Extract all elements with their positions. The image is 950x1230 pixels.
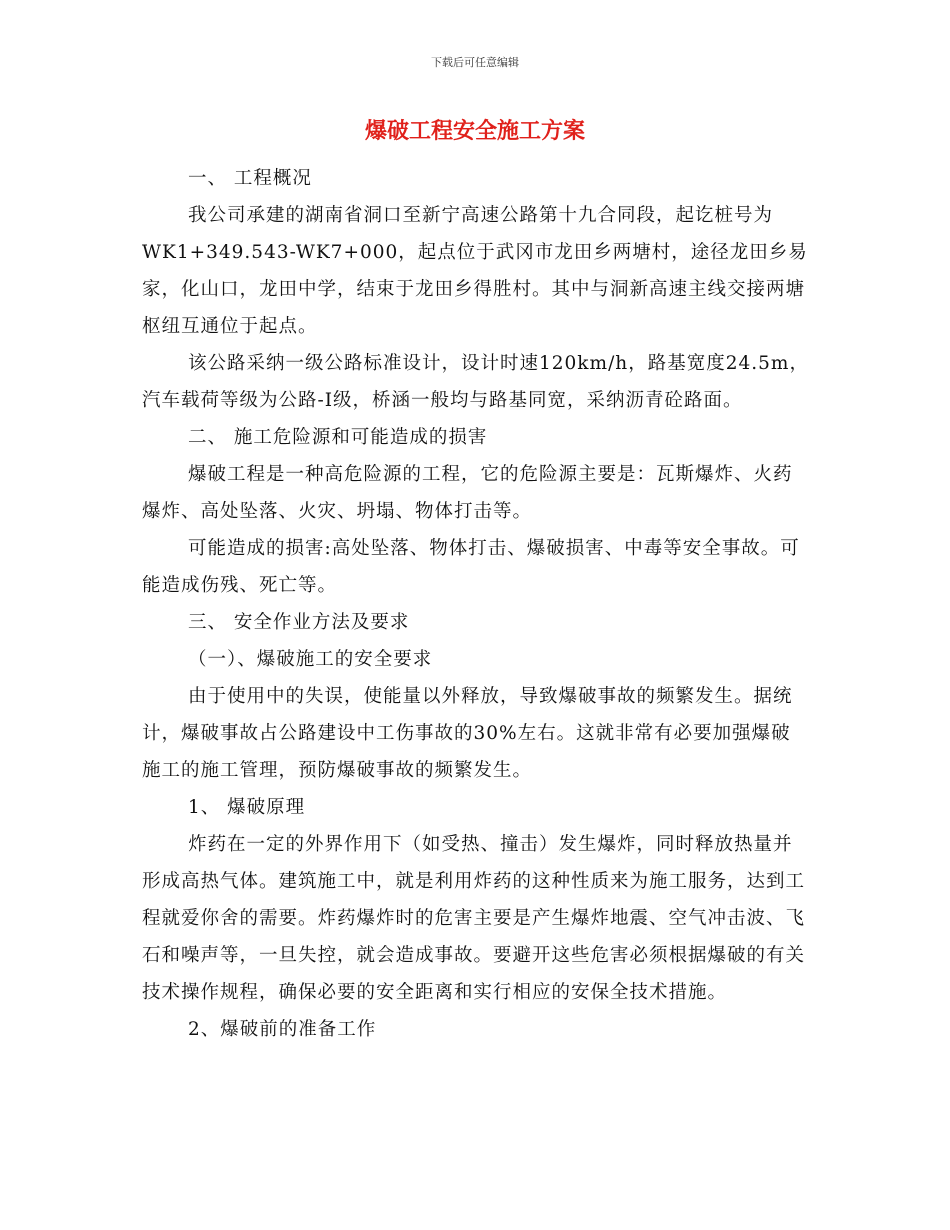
section-heading-hazards: 二、 施工危险源和可能造成的损害	[188, 427, 488, 448]
paragraph-accident-statistics: 由于使用中的失误，使能量以外释放，导致爆破事故的频繁发生。据统计，爆破事故占公路建设中工伤事故的30%左右。这就非常有必要加强爆破施工的施工管理，预防爆破事故的频繁发生。	[142, 686, 793, 781]
paragraph-project-scope: 我公司承建的湖南省洞口至新宁高速公路第十九合同段，起讫桩号为WK1+349.543-WK7+000，起点位于武冈市龙田乡两塘村，途径龙田乡易家，化山口，龙田中学，结束于龙田乡得胜村。其中与洞新高速主线交接两塘枢纽互通位于起点。	[142, 205, 808, 337]
section-heading-overview: 一、 工程概况	[188, 168, 312, 189]
header-note: 下载后可任意编辑	[431, 56, 519, 69]
paragraph-hazard-sources: 爆破工程是一种高危险源的工程，它的危险源主要是：瓦斯爆炸、火药爆炸、高处坠落、火灾、坍塌、物体打击等。	[142, 464, 793, 522]
subsection-heading-blasting-safety: （一）、爆破施工的安全要求	[188, 649, 433, 670]
paragraph-blasting-principle: 炸药在一定的外界作用下（如受热、撞击）发生爆炸，同时释放热量并形成高热气体。建筑施工中，就是利用炸药的这种性质来为施工服务，达到工程就爱你舍的需要。炸药爆炸时的危害主要是产生爆炸地震、空气冲击波、飞石和噪声等，一旦失控，就会造成事故。要避开这些危害必须根据爆破的有关技术操作规程，确保必要的安全距离和实行相应的安保全技术措施。	[142, 834, 806, 1003]
document-title: 爆破工程安全施工方案	[364, 118, 585, 144]
section-heading-safety-methods: 三、 安全作业方法及要求	[188, 612, 410, 633]
item-heading-preparation: 2、爆破前的准备工作	[188, 1019, 377, 1040]
paragraph-possible-damage: 可能造成的损害:高处坠落、物体打击、爆破损害、中毒等安全事故。可能造成伤残、死亡等。	[142, 538, 800, 596]
paragraph-road-standard: 该公路采纳一级公路标准设计，设计时速120km/h，路基宽度24.5m，汽车载荷等级为公路-I级，桥涵一般均与路基同宽，采纳沥青砼路面。	[142, 353, 809, 411]
item-heading-blasting-principle: 1、 爆破原理	[188, 797, 306, 818]
document-body	[142, 160, 810, 1048]
